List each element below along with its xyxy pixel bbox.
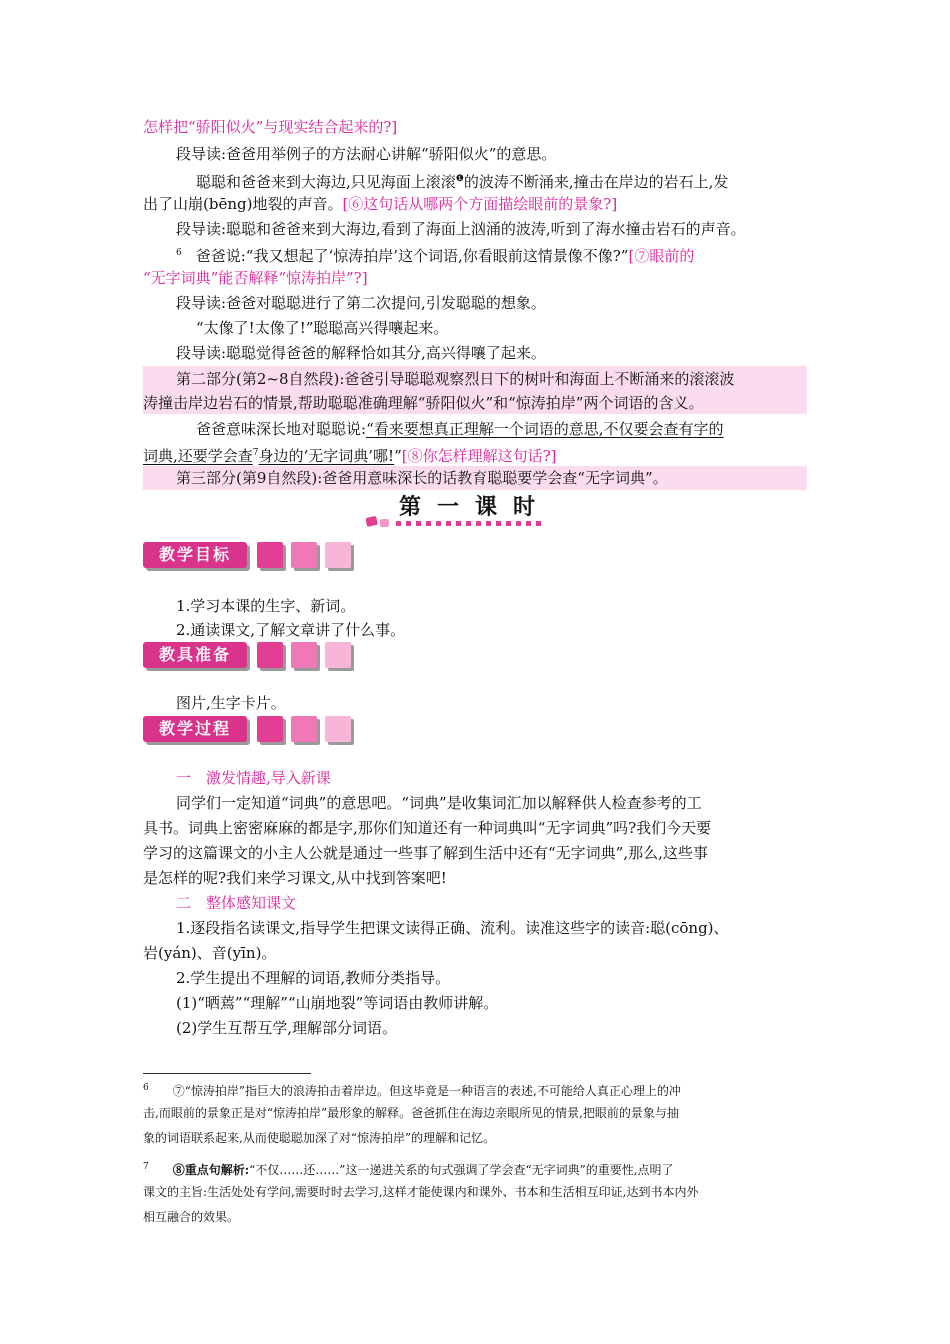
decor-square — [291, 716, 317, 742]
footnote-marker: 7 — [252, 448, 259, 458]
key-sentence: “看来要想真正理解一个词语的意思,不仅要会查有字的 — [366, 420, 724, 438]
decor-square — [325, 716, 351, 742]
question-line: “无字词典”能否解释“惊涛拍岸”?] — [143, 269, 368, 287]
decor-square — [325, 542, 351, 568]
question-line: 怎样把“骄阳似火”与现实结合起来的?] — [143, 118, 398, 136]
paragraph-line: 是怎样的呢?我们来学习课文,从中找到答案吧! — [143, 869, 447, 887]
step-title: 一 激发情趣,导入新课 — [176, 769, 331, 787]
paragraph-line: 岩(yán)、音(yīn)。 — [143, 944, 277, 962]
paragraph-line: 1.逐段指名读课文,指导学生把课文读得正确、流利。读准这些字的读音:聪(cōng)、 — [176, 919, 729, 937]
paragraph-line: (2)学生互帮互学,理解部分词语。 — [176, 1019, 398, 1037]
section-label: 教具准备 — [143, 642, 247, 668]
footnote-line: 课文的主旨:生活处处有学问,需要时时去学习,这样才能使课内和课外、书本和生活相互印证,达到书本内外 — [143, 1185, 699, 1199]
footnote-7: $^7$ ⑧重点句解析:“不仅……还……”这一递进关系的句式强调了学会查“无字词典”的重要性,点明了 — [143, 1162, 674, 1177]
paragraph-line: 聪聪和爸爸来到大海边,只见海面上滚滚$^❶$的波涛不断涌来,撞击在岸边的岩石上,发 — [196, 173, 729, 191]
summary-line: 第二部分(第2~8自然段):爸爸引导聪聪观察烈日下的树叶和海面上不断涌来的滚滚波 — [176, 370, 735, 388]
decor-square — [257, 642, 283, 668]
footnote-6: $^6$ ⑦“惊涛拍岸”指巨大的浪涛拍击着岸边。但这毕竟是一种语言的表述,不可能给人真正心理上的冲 — [143, 1083, 681, 1098]
paragraph-line: 出了山崩(bēng)地裂的声音。[⑥这句话从哪两个方面描绘眼前的景象?] — [143, 195, 618, 213]
guide-line: 段导读:聪聪和爸爸来到大海边,看到了海面上汹涌的波涛,听到了海水撞击岩石的声音。 — [176, 220, 746, 238]
goal-item: 1.学习本课的生字、新词。 — [176, 597, 356, 615]
footnote-marker: 6 — [176, 248, 182, 258]
decor-square — [291, 542, 317, 568]
section-label: 教学过程 — [143, 716, 247, 742]
goal-item: 2.通读课文,了解文章讲了什么事。 — [176, 621, 406, 639]
lesson-title: 第一课时 — [398, 495, 551, 520]
decor-square — [291, 642, 317, 668]
question-inline: [⑦眼前的 — [628, 247, 695, 265]
paragraph-line: $^6$ 爸爸说:“我又想起了‘惊涛拍岸’这个词语,你看眼前这情景像不像?”[⑦眼前的 — [176, 247, 695, 265]
guide-line: 段导读:爸爸用举例子的方法耐心讲解“骄阳似火”的意思。 — [176, 145, 557, 163]
decor-square — [257, 716, 283, 742]
summary-line: 第三部分(第9自然段):爸爸用意味深长的话教育聪聪要学会查“无字词典”。 — [176, 469, 668, 487]
question-inline: [⑧你怎样理解这句话?] — [401, 447, 557, 465]
guide-line: 段导读:聪聪觉得爸爸的解释恰如其分,高兴得嚷了起来。 — [176, 344, 546, 362]
footnote-marker: ❶ — [455, 174, 464, 184]
decor-square — [325, 642, 351, 668]
footnote-line: 象的词语联系起来,从而使聪聪加深了对“惊涛拍岸”的理解和记忆。 — [143, 1131, 496, 1145]
paragraph-line: 2.学生提出不理解的词语,教师分类指导。 — [176, 969, 451, 987]
paragraph-line: “太像了!太像了!”聪聪高兴得嚷起来。 — [196, 319, 449, 337]
paragraph-line: 学习的这篇课文的小主人公就是通过一些事了解到生活中还有“无字词典”,那么,这些事 — [143, 844, 708, 862]
question-inline: [⑥这句话从哪两个方面描绘眼前的景象?] — [342, 195, 618, 213]
paragraph-line: 具书。词典上密密麻麻的都是字,那你们知道还有一种词典叫“无字词典”吗?我们今天要 — [143, 819, 712, 837]
footnote-rule — [143, 1073, 311, 1074]
summary-line: 涛撞击岸边岩石的情景,帮助聪聪准确理解“骄阳似火”和“惊涛拍岸”两个词语的含义。 — [143, 394, 704, 412]
step-title: 二 整体感知课文 — [176, 894, 297, 912]
tools-text: 图片,生字卡片。 — [176, 694, 286, 712]
paragraph-line: 词典,还要学会查$^7$身边的‘无字词典’哪!”[⑧你怎样理解这句话?] — [143, 447, 557, 465]
title-dots-decoration — [366, 516, 556, 528]
footnote-line: 击,而眼前的景象正是对“惊涛拍岸”最形象的解释。爸爸抓住在海边亲眼所见的情景,把眼前的景象与抽 — [143, 1106, 679, 1120]
section-label: 教学目标 — [143, 542, 247, 568]
decor-square — [257, 542, 283, 568]
paragraph-line: (1)“晒蔫”“理解”“山崩地裂”等词语由教师讲解。 — [176, 994, 499, 1012]
guide-line: 段导读:爸爸对聪聪进行了第二次提问,引发聪聪的想象。 — [176, 294, 546, 312]
paragraph-line: 爸爸意味深长地对聪聪说:“看来要想真正理解一个词语的意思,不仅要会查有字的 — [196, 420, 724, 438]
footnote-line: 相互融合的效果。 — [143, 1210, 240, 1224]
paragraph-line: 同学们一定知道“词典”的意思吧。“词典”是收集词汇加以解释供人检查参考的工 — [176, 794, 702, 812]
